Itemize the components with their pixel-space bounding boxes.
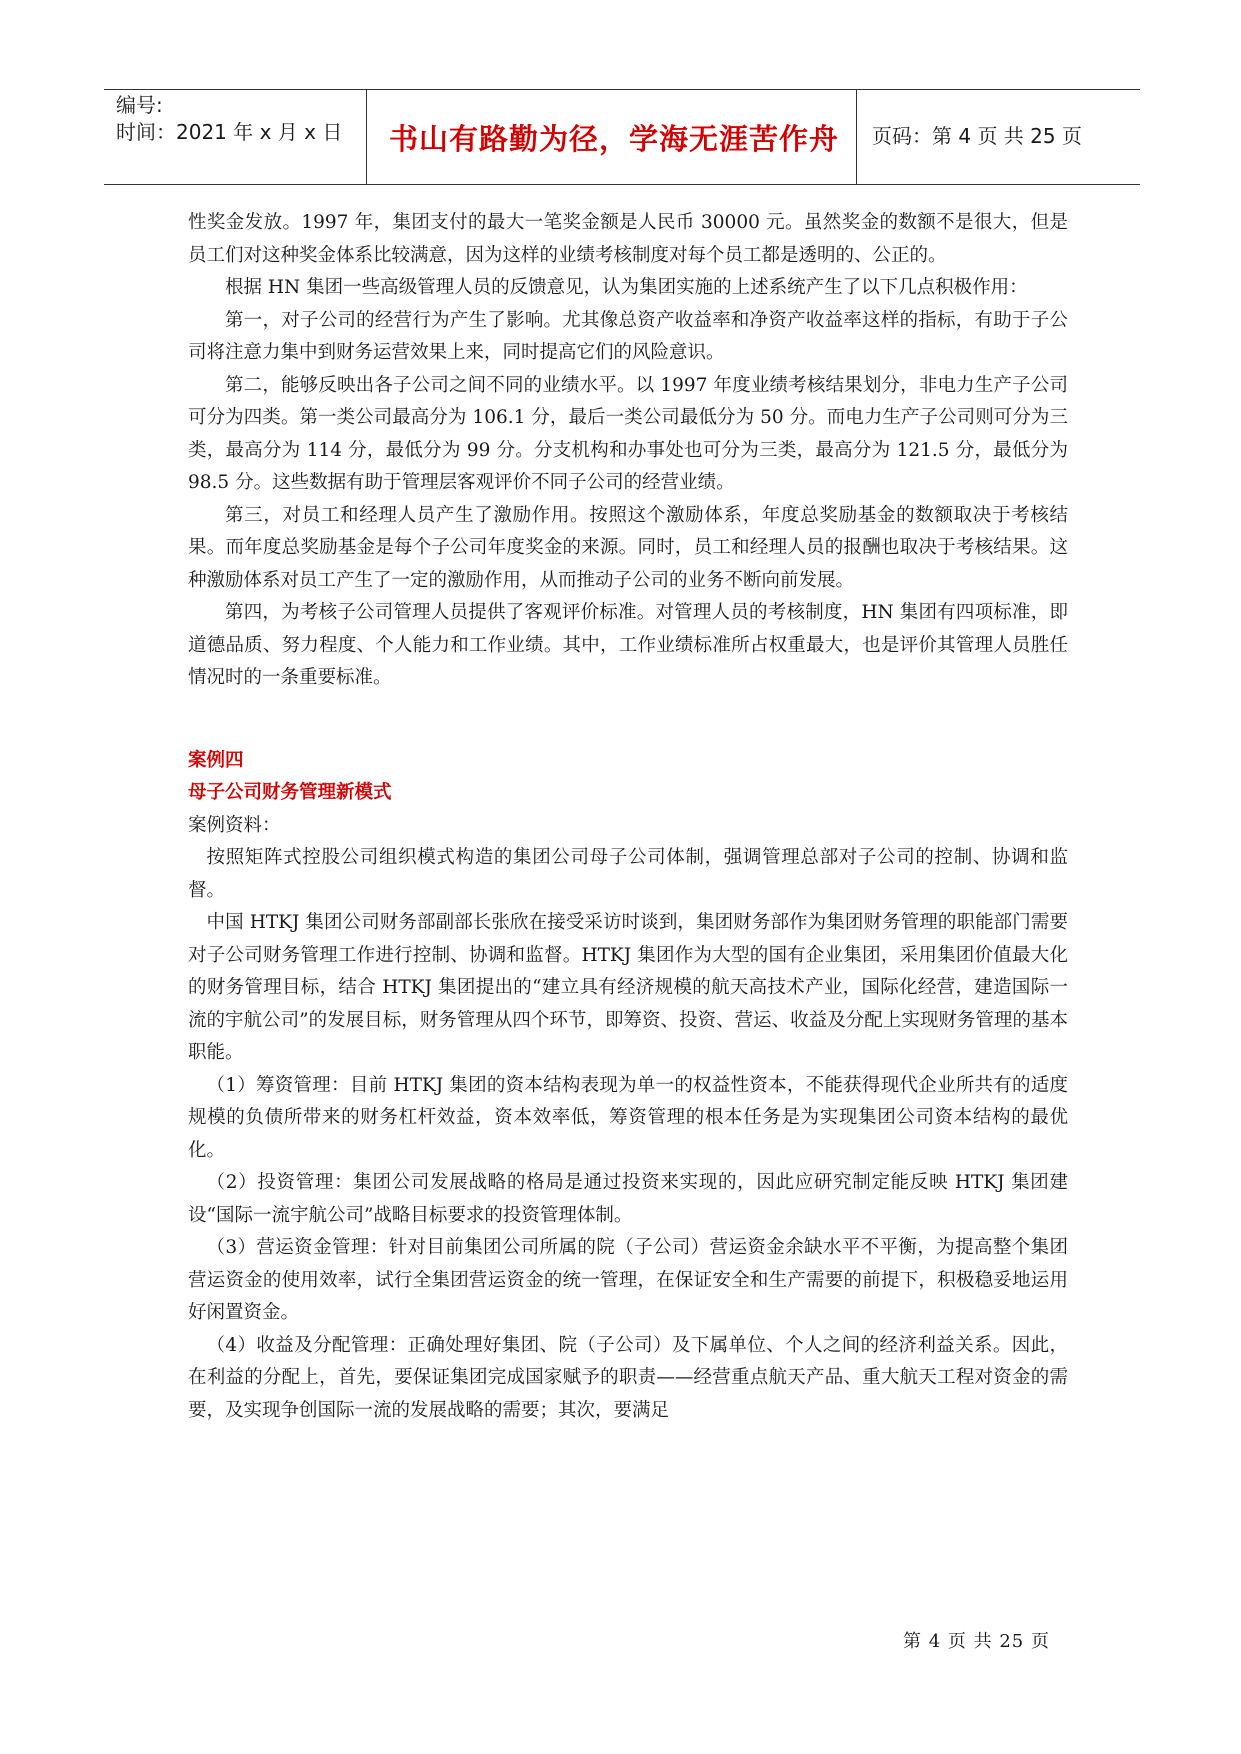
page-footer: 第 4 页 共 25 页 <box>903 1631 1050 1652</box>
paragraph: 第四，为考核子公司管理人员提供了客观评价标准。对管理人员的考核制度，HN 集团有四项标准，即道德品质、努力程度、个人能力和工作业绩。其中，工作业绩标准所占权重最大，也是评价其管理人员胜任情况时的一条重要标准。 <box>188 602 1068 688</box>
header-motto: 书山有路勤为径，学海无涯苦作舟 <box>388 121 839 156</box>
paragraph: 性奖金发放。1997 年，集团支付的最大一笔奖金额是人民币 30000 元。虽然奖金的数额不是很大，但是员工们对这种奖金体系比较满意，因为这样的业绩考核制度对每个员工都是透明的、公正的。 <box>188 212 1068 266</box>
paragraph: 按照矩阵式控股公司组织模式构造的集团公司母子公司体制，强调管理总部对子公司的控制、协调和监督。 <box>188 847 1068 901</box>
header-divider <box>366 90 367 184</box>
time-label: 时间：2021 年 x 月 x 日 <box>116 120 343 144</box>
paragraph: （2）投资管理：集团公司发展战略的格局是通过投资来实现的，因此应研究制定能反映 HTKJ 集团建设“国际一流宇航公司”战略目标要求的投资管理体制。 <box>188 1172 1068 1226</box>
page-header <box>104 89 1140 185</box>
materials-label: 案例资料： <box>188 814 281 836</box>
paragraph: 第二，能够反映出各子公司之间不同的业绩水平。以 1997 年度业绩考核结果划分，非电力生产子公司可分为四类。第一类公司最高分为 106.1 分，最后一类公司最低分为 50 分。而电力生产子公司则可分为三类，最高分为 114 分，最低分为 99 分。分支机构和办事处也可分为三类，最高分为 121.5 分，最低分为 98.5 分。这些数据有助于管理层客观评价不同子公司的经营业绩。 <box>188 374 1068 493</box>
paragraph: （1）筹资管理：目前 HTKJ 集团的资本结构表现为单一的权益性资本，不能获得现代企业所共有的适度规模的负债所带来的财务杠杆效益，资本效率低，筹资管理的根本任务是为实现集团公司资本结构的最优化。 <box>188 1074 1068 1161</box>
paragraph: （3）营运资金管理：针对目前集团公司所属的院（子公司）营运资金余缺水平不平衡，为提高整个集团营运资金的使用效率，试行全集团营运资金的统一管理，在保证安全和生产需要的前提下，积极稳妥地运用好闲置资金。 <box>188 1237 1068 1323</box>
paragraph: 第三，对员工和经理人员产生了激励作用。按照这个激励体系，年度总奖励基金的数额取决于考核结果。而年度总奖励基金是每个子公司年度奖金的来源。同时，员工和经理人员的报酬也取决于考核结果。这种激励体系对员工产生了一定的激励作用，从而推动子公司的业务不断向前发展。 <box>188 504 1068 591</box>
paragraph: 中国 HTKJ 集团公司财务部副部长张欣在接受采访时谈到，集团财务部作为集团财务管理的职能部门需要对子公司财务管理工作进行控制、协调和监督。HTKJ 集团作为大型的国有企业集团，采用集团价值最大化的财务管理目标，结合 HTKJ 集团提出的“建立具有经济规模的航天高技术产业，国际化经营，建造国际一流的宇航公司”的发展目标，财务管理从四个环节，即筹资、投资、营运、收益及分配上实现财务管理的基本职能。 <box>188 912 1068 1063</box>
header-meta <box>116 92 366 146</box>
paragraph: 第一，对子公司的经营行为产生了影响。尤其像总资产收益率和净资产收益率这样的指标，有助于子公司将注意力集中到财务运营效果上来，同时提高它们的风险意识。 <box>188 309 1068 363</box>
case-title: 母子公司财务管理新模式 <box>188 782 392 803</box>
header-divider <box>856 90 857 184</box>
number-label: 编号: <box>116 93 163 117</box>
header-page-label: 页码：第 4 页 共 25 页 <box>872 124 1082 148</box>
document-body <box>188 207 1068 1427</box>
paragraph: （4）收益及分配管理：正确处理好集团、院（子公司）及下属单位、个人之间的经济利益关系。因此，在利益的分配上，首先，要保证集团完成国家赋予的职责——经营重点航天产品、重大航天工程对资金的需要，及实现争创国际一流的发展战略的需要；其次，要满足 <box>188 1334 1068 1421</box>
spacer <box>188 695 1068 745</box>
case-label: 案例四 <box>188 749 244 771</box>
paragraph: 根据 HN 集团一些高级管理人员的反馈意见，认为集团实施的上述系统产生了以下几点积极作用： <box>225 277 1028 298</box>
